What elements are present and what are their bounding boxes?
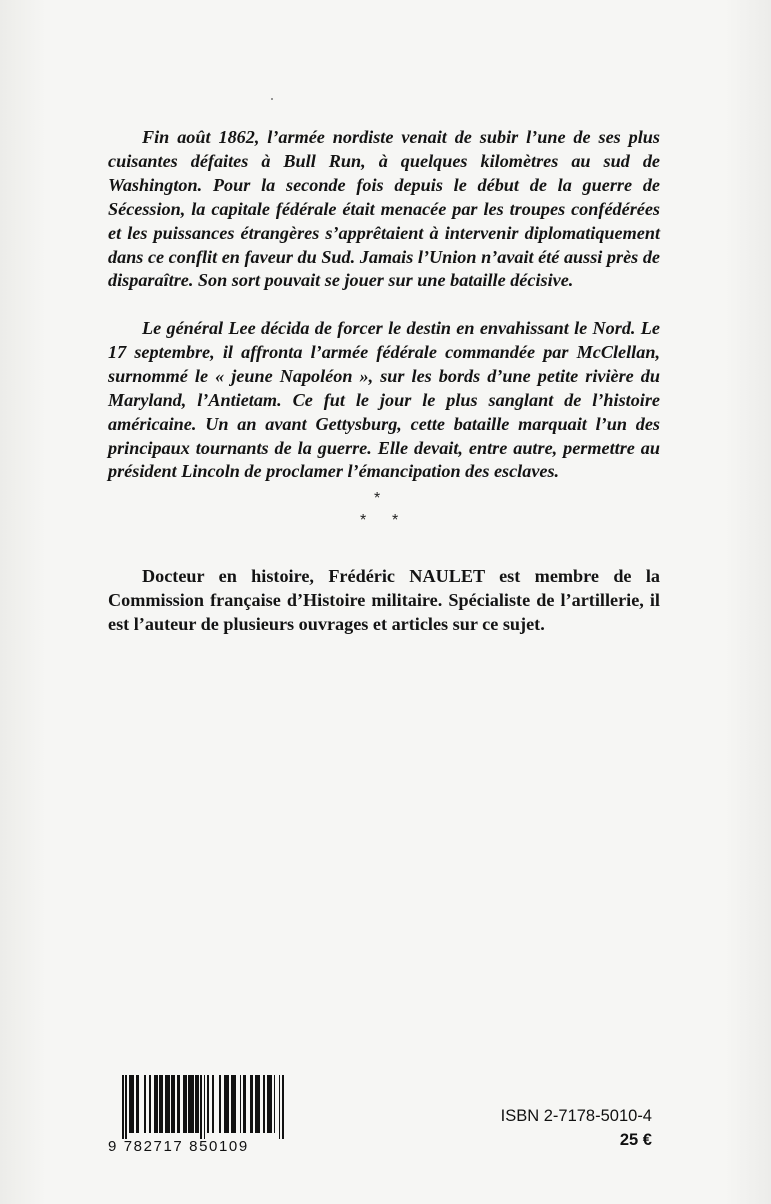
summary-paragraph-1: Fin août 1862, l’armée nordiste venait de subir l’une de ses plus cuisantes défaites à Bull Run, à quelques kilomètres au sud de Washington. Pour la seconde fois depuis le début de la guerre de Sécession, la capitale fédérale était menacée par les troupes confédérées et les puissances étrangères s’apprêtaient à intervenir diplomatiquement dans ce conflit en faveur du Sud. Jamais l’Union n’avait été aussi près de disparaître. Son sort pouvait se jouer sur une bataille décisive. bbox=[108, 127, 660, 291]
author-bio: Docteur en histoire, Frédéric NAULET est membre de la Commission française d’Histoire militaire. Spécialiste de l’artillerie, il est l’auteur de plusieurs ouvrages et articles sur ce sujet. bbox=[108, 566, 660, 634]
ean-barcode bbox=[108, 1075, 286, 1155]
barcode-bar bbox=[282, 1075, 284, 1139]
price-label: 25 € bbox=[619, 1131, 652, 1149]
summary-paragraph-2: Le général Lee décida de forcer le destin en envahissant le Nord. Le 17 septembre, il affronta l’armée fédérale commandée par McClellan, surnommé le « jeune Napoléon », sur les bords d’une petite rivière du Maryland, l’Antietam. Ce fut le jour le plus sanglant de l’histoire américaine. Un an avant Gettysburg, cette bataille marquait l’un des principaux tournants de la guerre. Elle devait, entre autre, permettre au président Lincoln de proclamer l’émancipation des esclaves. bbox=[108, 318, 660, 482]
isbn-label: ISBN 2-7178-5010-4 bbox=[500, 1107, 652, 1125]
asterism-separator bbox=[340, 490, 420, 534]
print-speck bbox=[271, 98, 273, 100]
asterism-star-top: * bbox=[374, 490, 381, 507]
barcode-digits: 9 782717 850109 bbox=[108, 1138, 249, 1155]
asterism-star-left: * bbox=[360, 512, 367, 529]
asterism-star-right: * bbox=[392, 512, 399, 529]
barcode-bars bbox=[122, 1075, 284, 1139]
